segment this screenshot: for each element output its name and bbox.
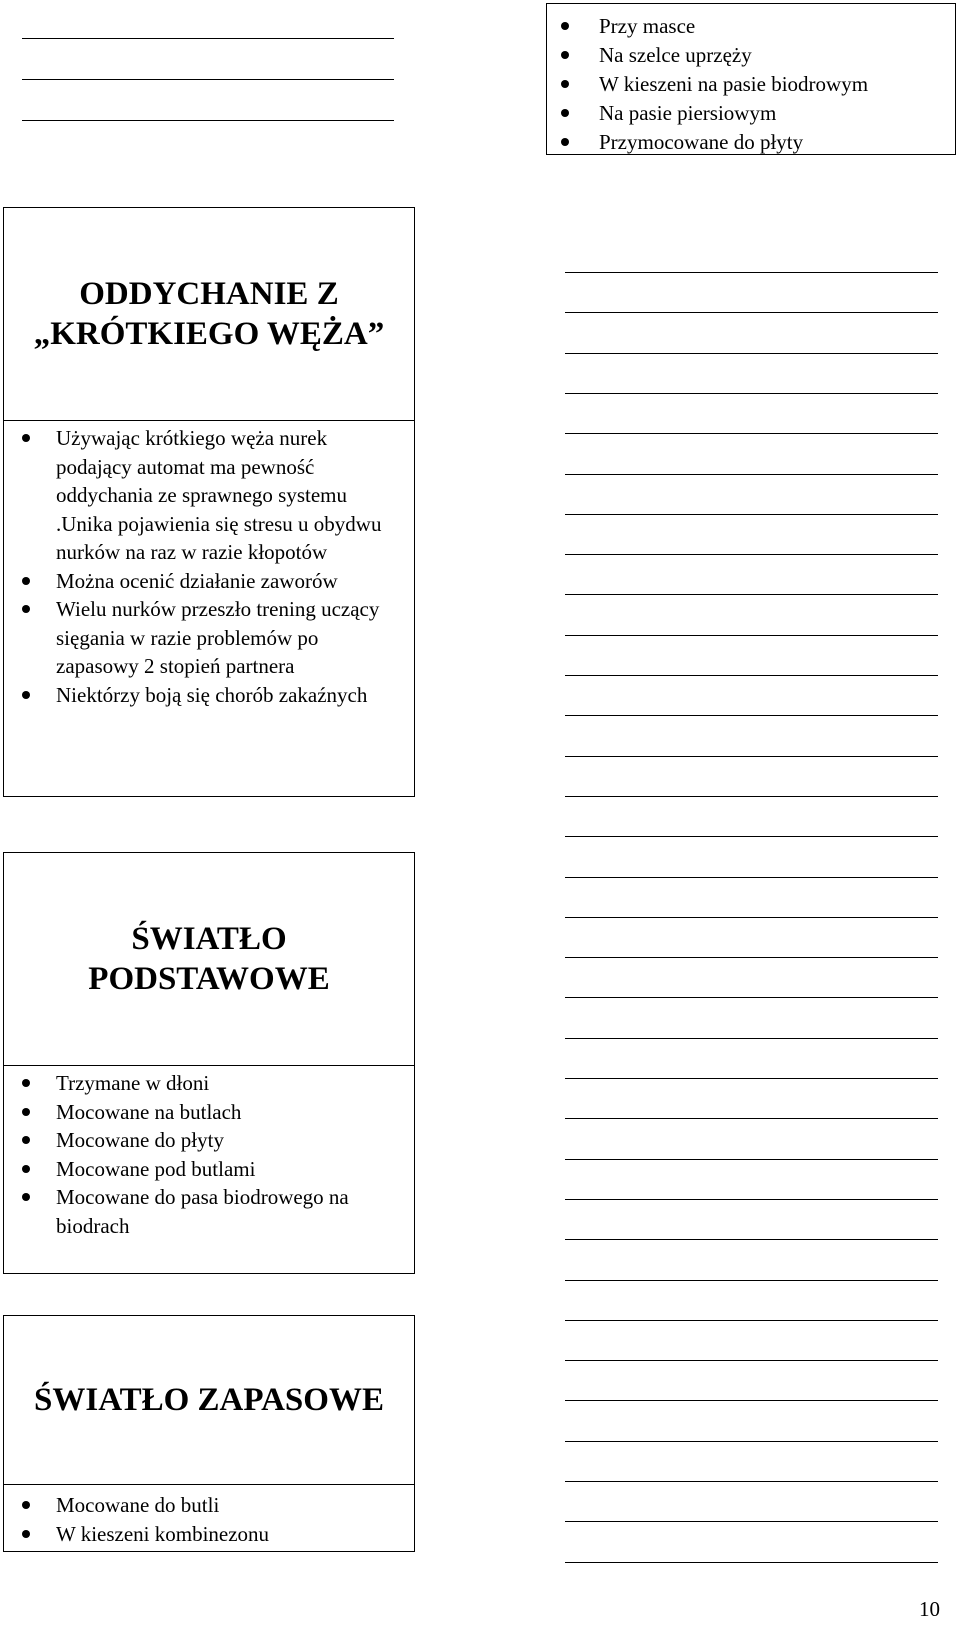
list-item: Można ocenić działanie zaworów — [4, 567, 414, 596]
bullet-icon — [22, 434, 30, 442]
note-line — [565, 1239, 938, 1240]
note-line — [565, 353, 938, 354]
note-line — [565, 1078, 938, 1079]
bullet-icon — [22, 1165, 30, 1173]
list-item: Na szelce uprzęży — [547, 41, 955, 70]
note-line — [565, 272, 938, 273]
note-line — [565, 1481, 938, 1482]
note-line — [565, 957, 938, 958]
note-line — [565, 1159, 938, 1160]
note-line — [565, 997, 938, 998]
note-line — [565, 393, 938, 394]
note-line — [565, 796, 938, 797]
slide-card-breathing — [3, 207, 415, 797]
list-item: Używając krótkiego węża nurek podający automat ma pewność oddychania ze sprawnego systemu .Unika pojawienia się stresu u obydwu nurków na raz w razie kłopotów — [4, 424, 414, 567]
slide-title: ŚWIATŁO ZAPASOWE — [34, 1382, 384, 1418]
slide-title: ODDYCHANIE Z „KRÓTKIEGO WĘŻA” — [33, 276, 385, 352]
list-item: Niektórzy boją się chorób zakaźnych — [4, 681, 414, 710]
note-line — [565, 635, 938, 636]
bullet-icon — [22, 691, 30, 699]
bullet-icon — [561, 138, 569, 146]
bullet-icon — [22, 1193, 30, 1201]
list-item: Mocowane do płyty — [4, 1126, 414, 1155]
slide-thumbnail — [4, 208, 414, 421]
slide-thumbnail — [4, 853, 414, 1066]
note-line — [565, 1441, 938, 1442]
page-number: 10 — [919, 1597, 940, 1621]
slide-title: ŚWIATŁO PODSTAWOWE — [88, 921, 330, 997]
note-line — [565, 1038, 938, 1039]
note-line — [565, 514, 938, 515]
note-line — [565, 1320, 938, 1321]
top-notes-box — [546, 3, 956, 155]
slide-notes — [4, 424, 414, 709]
note-line — [565, 1280, 938, 1281]
note-line — [565, 1360, 938, 1361]
note-line — [565, 312, 938, 313]
list-item: Mocowane na butlach — [4, 1098, 414, 1127]
note-line — [565, 554, 938, 555]
bullet-icon — [22, 577, 30, 585]
list-item: Mocowane pod butlami — [4, 1155, 414, 1184]
bullet-icon — [561, 80, 569, 88]
note-line — [565, 675, 938, 676]
slide-notes — [4, 1069, 414, 1240]
note-line — [22, 120, 394, 121]
slide-card-backup-light — [3, 1315, 415, 1552]
slide-card-primary-light — [3, 852, 415, 1274]
bullet-icon — [22, 1136, 30, 1144]
bullet-icon — [22, 1079, 30, 1087]
bullet-icon — [561, 22, 569, 30]
list-item: Na pasie piersiowym — [547, 99, 955, 128]
list-item: Trzymane w dłoni — [4, 1069, 414, 1098]
slide-thumbnail — [4, 1316, 414, 1485]
list-item: Mocowane do butli — [4, 1491, 414, 1520]
top-notes-list — [547, 4, 955, 157]
note-line — [565, 474, 938, 475]
note-line — [565, 917, 938, 918]
note-line — [565, 1118, 938, 1119]
bullet-icon — [22, 1501, 30, 1509]
list-item: Wielu nurków przeszło trening uczący sięgania w razie problemów po zapasowy 2 stopień partnera — [4, 595, 414, 681]
bullet-icon — [22, 605, 30, 613]
note-line — [565, 715, 938, 716]
note-line — [565, 433, 938, 434]
note-line — [565, 1400, 938, 1401]
bullet-icon — [561, 109, 569, 117]
bullet-icon — [22, 1530, 30, 1538]
list-item: Przy masce — [547, 12, 955, 41]
note-line — [565, 594, 938, 595]
note-line — [565, 877, 938, 878]
note-line — [22, 38, 394, 39]
list-item: Przymocowane do płyty — [547, 128, 955, 157]
note-line — [565, 836, 938, 837]
bullet-icon — [22, 1108, 30, 1116]
list-item: W kieszeni na pasie biodrowym — [547, 70, 955, 99]
list-item: Mocowane do pasa biodrowego na biodrach — [4, 1183, 414, 1240]
bullet-icon — [561, 51, 569, 59]
note-line — [565, 1521, 938, 1522]
note-line — [22, 79, 394, 80]
note-line — [565, 1199, 938, 1200]
list-item: W kieszeni kombinezonu — [4, 1520, 414, 1549]
note-line — [565, 756, 938, 757]
slide-notes — [4, 1491, 414, 1548]
note-line — [565, 1562, 938, 1563]
